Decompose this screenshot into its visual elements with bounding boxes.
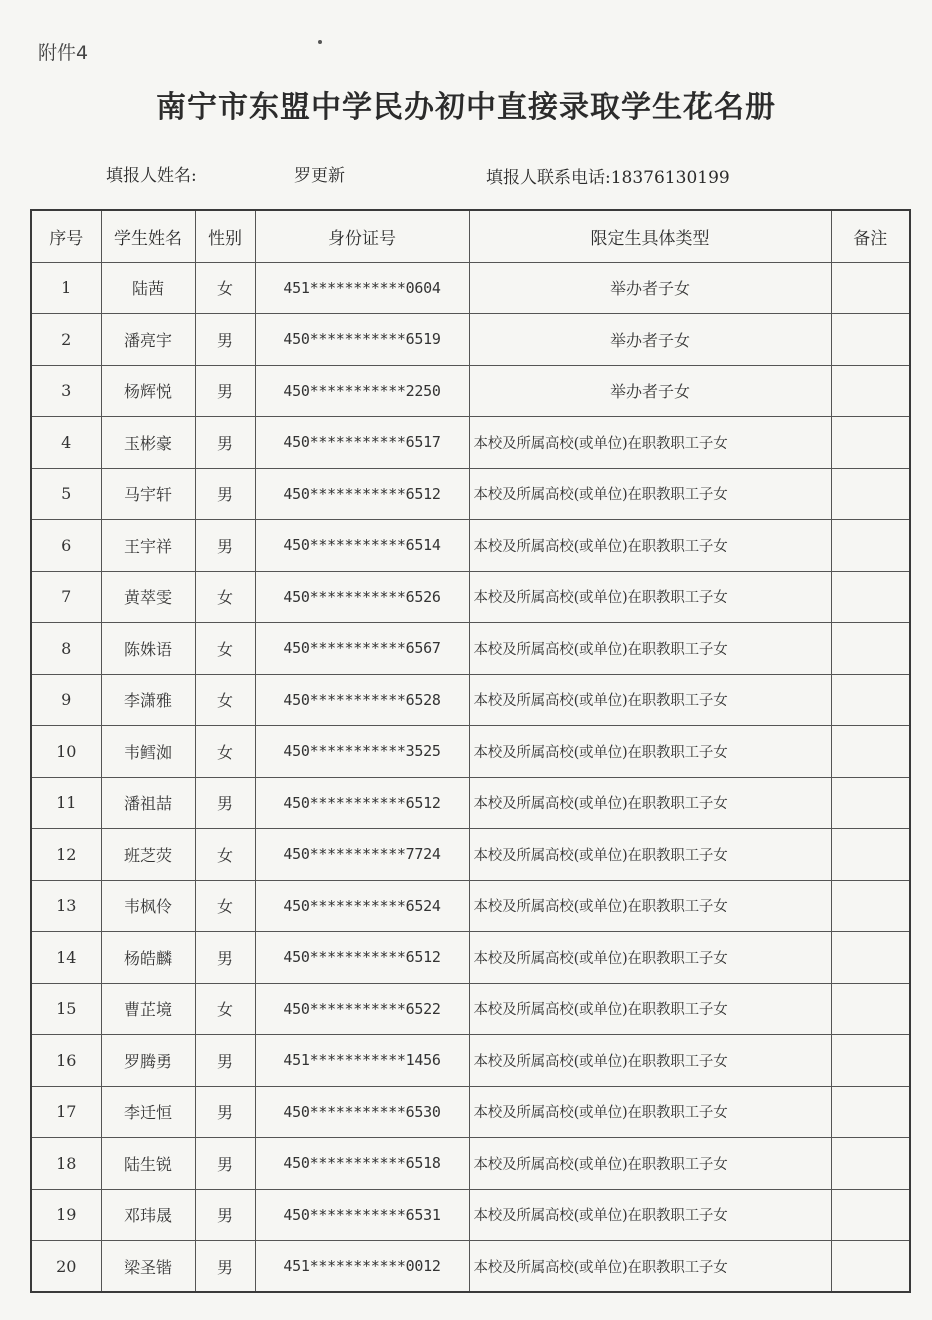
id-number: 450***********6512 xyxy=(255,777,469,829)
gender: 男 xyxy=(195,520,255,572)
admission-type: 本校及所属高校(或单位)在职教职工子女 xyxy=(469,829,831,881)
gender: 男 xyxy=(195,1241,255,1293)
note xyxy=(831,1138,910,1190)
note xyxy=(831,829,910,881)
table-row xyxy=(31,571,910,623)
table-row xyxy=(31,674,910,726)
admission-type: 本校及所属高校(或单位)在职教职工子女 xyxy=(469,777,831,829)
note xyxy=(831,1086,910,1138)
id-number: 450***********6512 xyxy=(255,932,469,984)
table-row xyxy=(31,880,910,932)
admission-type: 本校及所属高校(或单位)在职教职工子女 xyxy=(469,468,831,520)
gender: 女 xyxy=(195,880,255,932)
table-row xyxy=(31,468,910,520)
id-number: 451***********0012 xyxy=(255,1241,469,1293)
id-number: 450***********6524 xyxy=(255,880,469,932)
gender: 女 xyxy=(195,623,255,675)
id-number: 450***********6512 xyxy=(255,468,469,520)
student-name: 韦鳕洳 xyxy=(101,726,195,778)
gender: 男 xyxy=(195,468,255,520)
table-row xyxy=(31,623,910,675)
header-note: 备注 xyxy=(831,210,910,262)
admission-type: 本校及所属高校(或单位)在职教职工子女 xyxy=(469,623,831,675)
admission-type: 本校及所属高校(或单位)在职教职工子女 xyxy=(469,1138,831,1190)
id-number: 450***********6526 xyxy=(255,571,469,623)
student-name: 班芝荧 xyxy=(101,829,195,881)
note xyxy=(831,983,910,1035)
gender: 女 xyxy=(195,571,255,623)
page-title: 南宁市东盟中学民办初中直接录取学生花名册 xyxy=(156,90,776,125)
row-number: 18 xyxy=(31,1138,101,1190)
note xyxy=(831,314,910,366)
table-row xyxy=(31,262,910,314)
table-row xyxy=(31,417,910,469)
note xyxy=(831,365,910,417)
row-number: 2 xyxy=(31,314,101,366)
row-number: 9 xyxy=(31,674,101,726)
gender: 男 xyxy=(195,932,255,984)
gender: 男 xyxy=(195,1035,255,1087)
admission-type: 本校及所属高校(或单位)在职教职工子女 xyxy=(469,520,831,572)
gender: 男 xyxy=(195,1189,255,1241)
id-number: 450***********6514 xyxy=(255,520,469,572)
table-row xyxy=(31,829,910,881)
table-row xyxy=(31,726,910,778)
header-type: 限定生具体类型 xyxy=(469,210,831,262)
admission-type: 本校及所属高校(或单位)在职教职工子女 xyxy=(469,674,831,726)
note xyxy=(831,468,910,520)
admission-type: 本校及所属高校(或单位)在职教职工子女 xyxy=(469,417,831,469)
id-number: 450***********6531 xyxy=(255,1189,469,1241)
student-name: 李潇雅 xyxy=(101,674,195,726)
id-number: 450***********6567 xyxy=(255,623,469,675)
id-number: 450***********6519 xyxy=(255,314,469,366)
table-row xyxy=(31,983,910,1035)
student-name: 罗腾勇 xyxy=(101,1035,195,1087)
gender: 女 xyxy=(195,829,255,881)
gender: 男 xyxy=(195,1138,255,1190)
header-no: 序号 xyxy=(31,210,101,262)
id-number: 450***********2250 xyxy=(255,365,469,417)
note xyxy=(831,262,910,314)
note xyxy=(831,932,910,984)
id-number: 451***********0604 xyxy=(255,262,469,314)
admission-type: 本校及所属高校(或单位)在职教职工子女 xyxy=(469,1086,831,1138)
table-row xyxy=(31,932,910,984)
student-name: 王宇祥 xyxy=(101,520,195,572)
student-roster-table xyxy=(30,209,911,1293)
row-number: 3 xyxy=(31,365,101,417)
row-number: 15 xyxy=(31,983,101,1035)
header-id-number: 身份证号 xyxy=(255,210,469,262)
filler-phone: 填报人联系电话:18376130199 xyxy=(486,168,730,188)
attachment-label: 附件4 xyxy=(38,42,89,64)
student-name: 曹芷境 xyxy=(101,983,195,1035)
admission-type: 举办者子女 xyxy=(469,262,831,314)
gender: 男 xyxy=(195,777,255,829)
header-student-name: 学生姓名 xyxy=(101,210,195,262)
row-number: 6 xyxy=(31,520,101,572)
gender: 女 xyxy=(195,983,255,1035)
row-number: 5 xyxy=(31,468,101,520)
id-number: 450***********6522 xyxy=(255,983,469,1035)
row-number: 10 xyxy=(31,726,101,778)
note xyxy=(831,571,910,623)
student-name: 马宇轩 xyxy=(101,468,195,520)
student-name: 韦枫伶 xyxy=(101,880,195,932)
student-name: 陆生锐 xyxy=(101,1138,195,1190)
admission-type: 本校及所属高校(或单位)在职教职工子女 xyxy=(469,571,831,623)
student-name: 陈姝语 xyxy=(101,623,195,675)
admission-type: 本校及所属高校(或单位)在职教职工子女 xyxy=(469,932,831,984)
table-row xyxy=(31,1035,910,1087)
note xyxy=(831,623,910,675)
gender: 男 xyxy=(195,314,255,366)
id-number: 451***********1456 xyxy=(255,1035,469,1087)
filler-name-label: 填报人姓名: xyxy=(106,166,197,186)
note xyxy=(831,1189,910,1241)
row-number: 1 xyxy=(31,262,101,314)
table-row xyxy=(31,1189,910,1241)
gender: 男 xyxy=(195,1086,255,1138)
table-body xyxy=(31,262,910,1292)
row-number: 20 xyxy=(31,1241,101,1293)
id-number: 450***********6528 xyxy=(255,674,469,726)
student-name: 玉彬豪 xyxy=(101,417,195,469)
table-row xyxy=(31,1086,910,1138)
student-name: 潘祖喆 xyxy=(101,777,195,829)
id-number: 450***********3525 xyxy=(255,726,469,778)
header-gender: 性别 xyxy=(195,210,255,262)
student-name: 杨辉悦 xyxy=(101,365,195,417)
table-row xyxy=(31,520,910,572)
table-row xyxy=(31,1241,910,1293)
admission-type: 本校及所属高校(或单位)在职教职工子女 xyxy=(469,726,831,778)
admission-type: 本校及所属高校(或单位)在职教职工子女 xyxy=(469,880,831,932)
note xyxy=(831,777,910,829)
row-number: 11 xyxy=(31,777,101,829)
row-number: 13 xyxy=(31,880,101,932)
gender: 女 xyxy=(195,262,255,314)
note xyxy=(831,674,910,726)
note xyxy=(831,880,910,932)
admission-type: 本校及所属高校(或单位)在职教职工子女 xyxy=(469,1241,831,1293)
table-row xyxy=(31,777,910,829)
row-number: 4 xyxy=(31,417,101,469)
gender: 女 xyxy=(195,726,255,778)
table-row xyxy=(31,365,910,417)
student-name: 陆茜 xyxy=(101,262,195,314)
filler-name: 罗更新 xyxy=(294,166,345,186)
id-number: 450***********7724 xyxy=(255,829,469,881)
row-number: 17 xyxy=(31,1086,101,1138)
id-number: 450***********6517 xyxy=(255,417,469,469)
table-header-row xyxy=(31,210,910,262)
table-row xyxy=(31,1138,910,1190)
gender: 男 xyxy=(195,417,255,469)
note xyxy=(831,1241,910,1293)
gender: 男 xyxy=(195,365,255,417)
row-number: 16 xyxy=(31,1035,101,1087)
id-number: 450***********6518 xyxy=(255,1138,469,1190)
row-number: 8 xyxy=(31,623,101,675)
note xyxy=(831,1035,910,1087)
row-number: 12 xyxy=(31,829,101,881)
note xyxy=(831,520,910,572)
note xyxy=(831,726,910,778)
row-number: 14 xyxy=(31,932,101,984)
note xyxy=(831,417,910,469)
student-name: 潘亮宇 xyxy=(101,314,195,366)
admission-type: 举办者子女 xyxy=(469,314,831,366)
row-number: 7 xyxy=(31,571,101,623)
admission-type: 本校及所属高校(或单位)在职教职工子女 xyxy=(469,1035,831,1087)
admission-type: 本校及所属高校(或单位)在职教职工子女 xyxy=(469,1189,831,1241)
admission-type: 本校及所属高校(或单位)在职教职工子女 xyxy=(469,983,831,1035)
gender: 女 xyxy=(195,674,255,726)
student-name: 邓玮晟 xyxy=(101,1189,195,1241)
student-name: 李迁恒 xyxy=(101,1086,195,1138)
table-row xyxy=(31,314,910,366)
scan-speck xyxy=(318,40,322,44)
admission-type: 举办者子女 xyxy=(469,365,831,417)
student-name: 梁圣锴 xyxy=(101,1241,195,1293)
student-name: 黄萃雯 xyxy=(101,571,195,623)
id-number: 450***********6530 xyxy=(255,1086,469,1138)
student-name: 杨皓麟 xyxy=(101,932,195,984)
row-number: 19 xyxy=(31,1189,101,1241)
